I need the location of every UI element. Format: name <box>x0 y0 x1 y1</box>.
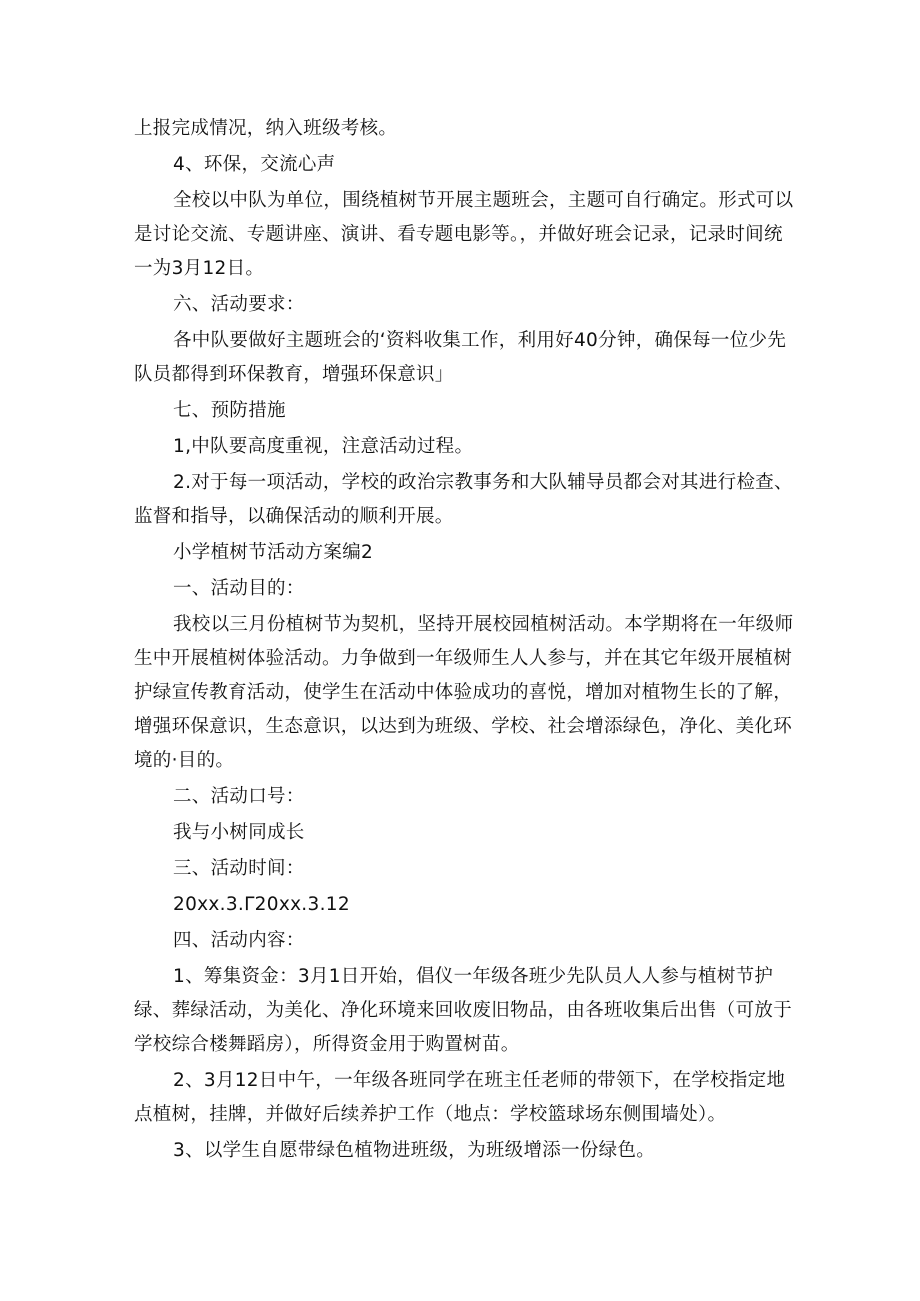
paragraph-content-1: 1、筹集资金：3月1日开始，倡仪一年级各班少先队员人人参与植树节护绿、葬绿活动，为美化、净化环境来回收废旧物品，由各班收集后出售（可放于学校综合楼舞蹈房），所得资金用于购置树苗。 <box>134 966 793 1055</box>
paragraph-content-3: 3、以学生自愿带绿色植物进班级，为班级增添一份绿色。 <box>173 1140 656 1161</box>
heading-preventive-measures: 七、预防措施 <box>173 400 286 421</box>
heading-activity-purpose: 一、活动目的： <box>173 578 305 599</box>
heading-activity-slogan: 二、活动口号： <box>173 786 305 807</box>
section-title-plan-2: 小学植树节活动方案编2 <box>173 542 374 563</box>
paragraph-time: 20xx.3.Γ20xx.3.12 <box>173 894 350 915</box>
document-body <box>134 112 794 1168</box>
paragraph-measure-2: 2.对于每一项活动，学校的政治宗教事务和大队辅导员都会对其进行检查、监督和指导，以确保活动的顺利开展。 <box>134 472 793 527</box>
paragraph-measure-1: 1,中队要高度重视，注意活动过程。 <box>173 436 474 457</box>
heading-activity-requirements: 六、活动要求： <box>173 294 305 315</box>
paragraph-report-completion: 上报完成情况，纳入班级考核。 <box>134 118 398 139</box>
heading-environment-exchange: 4、环保，交流心声 <box>173 154 336 175</box>
heading-activity-time: 三、活动时间： <box>173 858 305 879</box>
paragraph-purpose: 我校以三月份植树节为契机，坚持开展校园植树活动。本学期将在一年级师生中开展植树体验活动。力争做到一年级师生人人参与，并在其它年级开展植树护绿宣传教育活动，使学生在活动中体验成功的喜悦，增加对植物生长的了解，增强环保意识，生态意识，以达到为班级、学校、社会增添绿色，净化、美化环境的·目的。 <box>134 614 794 771</box>
heading-activity-content: 四、活动内容： <box>173 930 305 951</box>
paragraph-requirements: 各中队要做好主题班会的‘资料收集工作，利用好40分钟，确保每一位少先队员都得到环保教育，增强环保意识」 <box>134 330 787 385</box>
paragraph-slogan: 我与小树同成长 <box>173 822 305 843</box>
paragraph-content-2: 2、3月12日中午，一年级各班同学在班主任老师的带领下，在学校指定地点植树，挂牌，并做好后续养护工作（地点：学校篮球场东侧围墙处）。 <box>134 1070 786 1125</box>
paragraph-class-meeting: 全校以中队为单位，围绕植树节开展主题班会，主题可自行确定。形式可以是讨论交流、专题讲座、演讲、看专题电影等。，并做好班会记录，记录时间统一为3月12日。 <box>134 190 794 279</box>
